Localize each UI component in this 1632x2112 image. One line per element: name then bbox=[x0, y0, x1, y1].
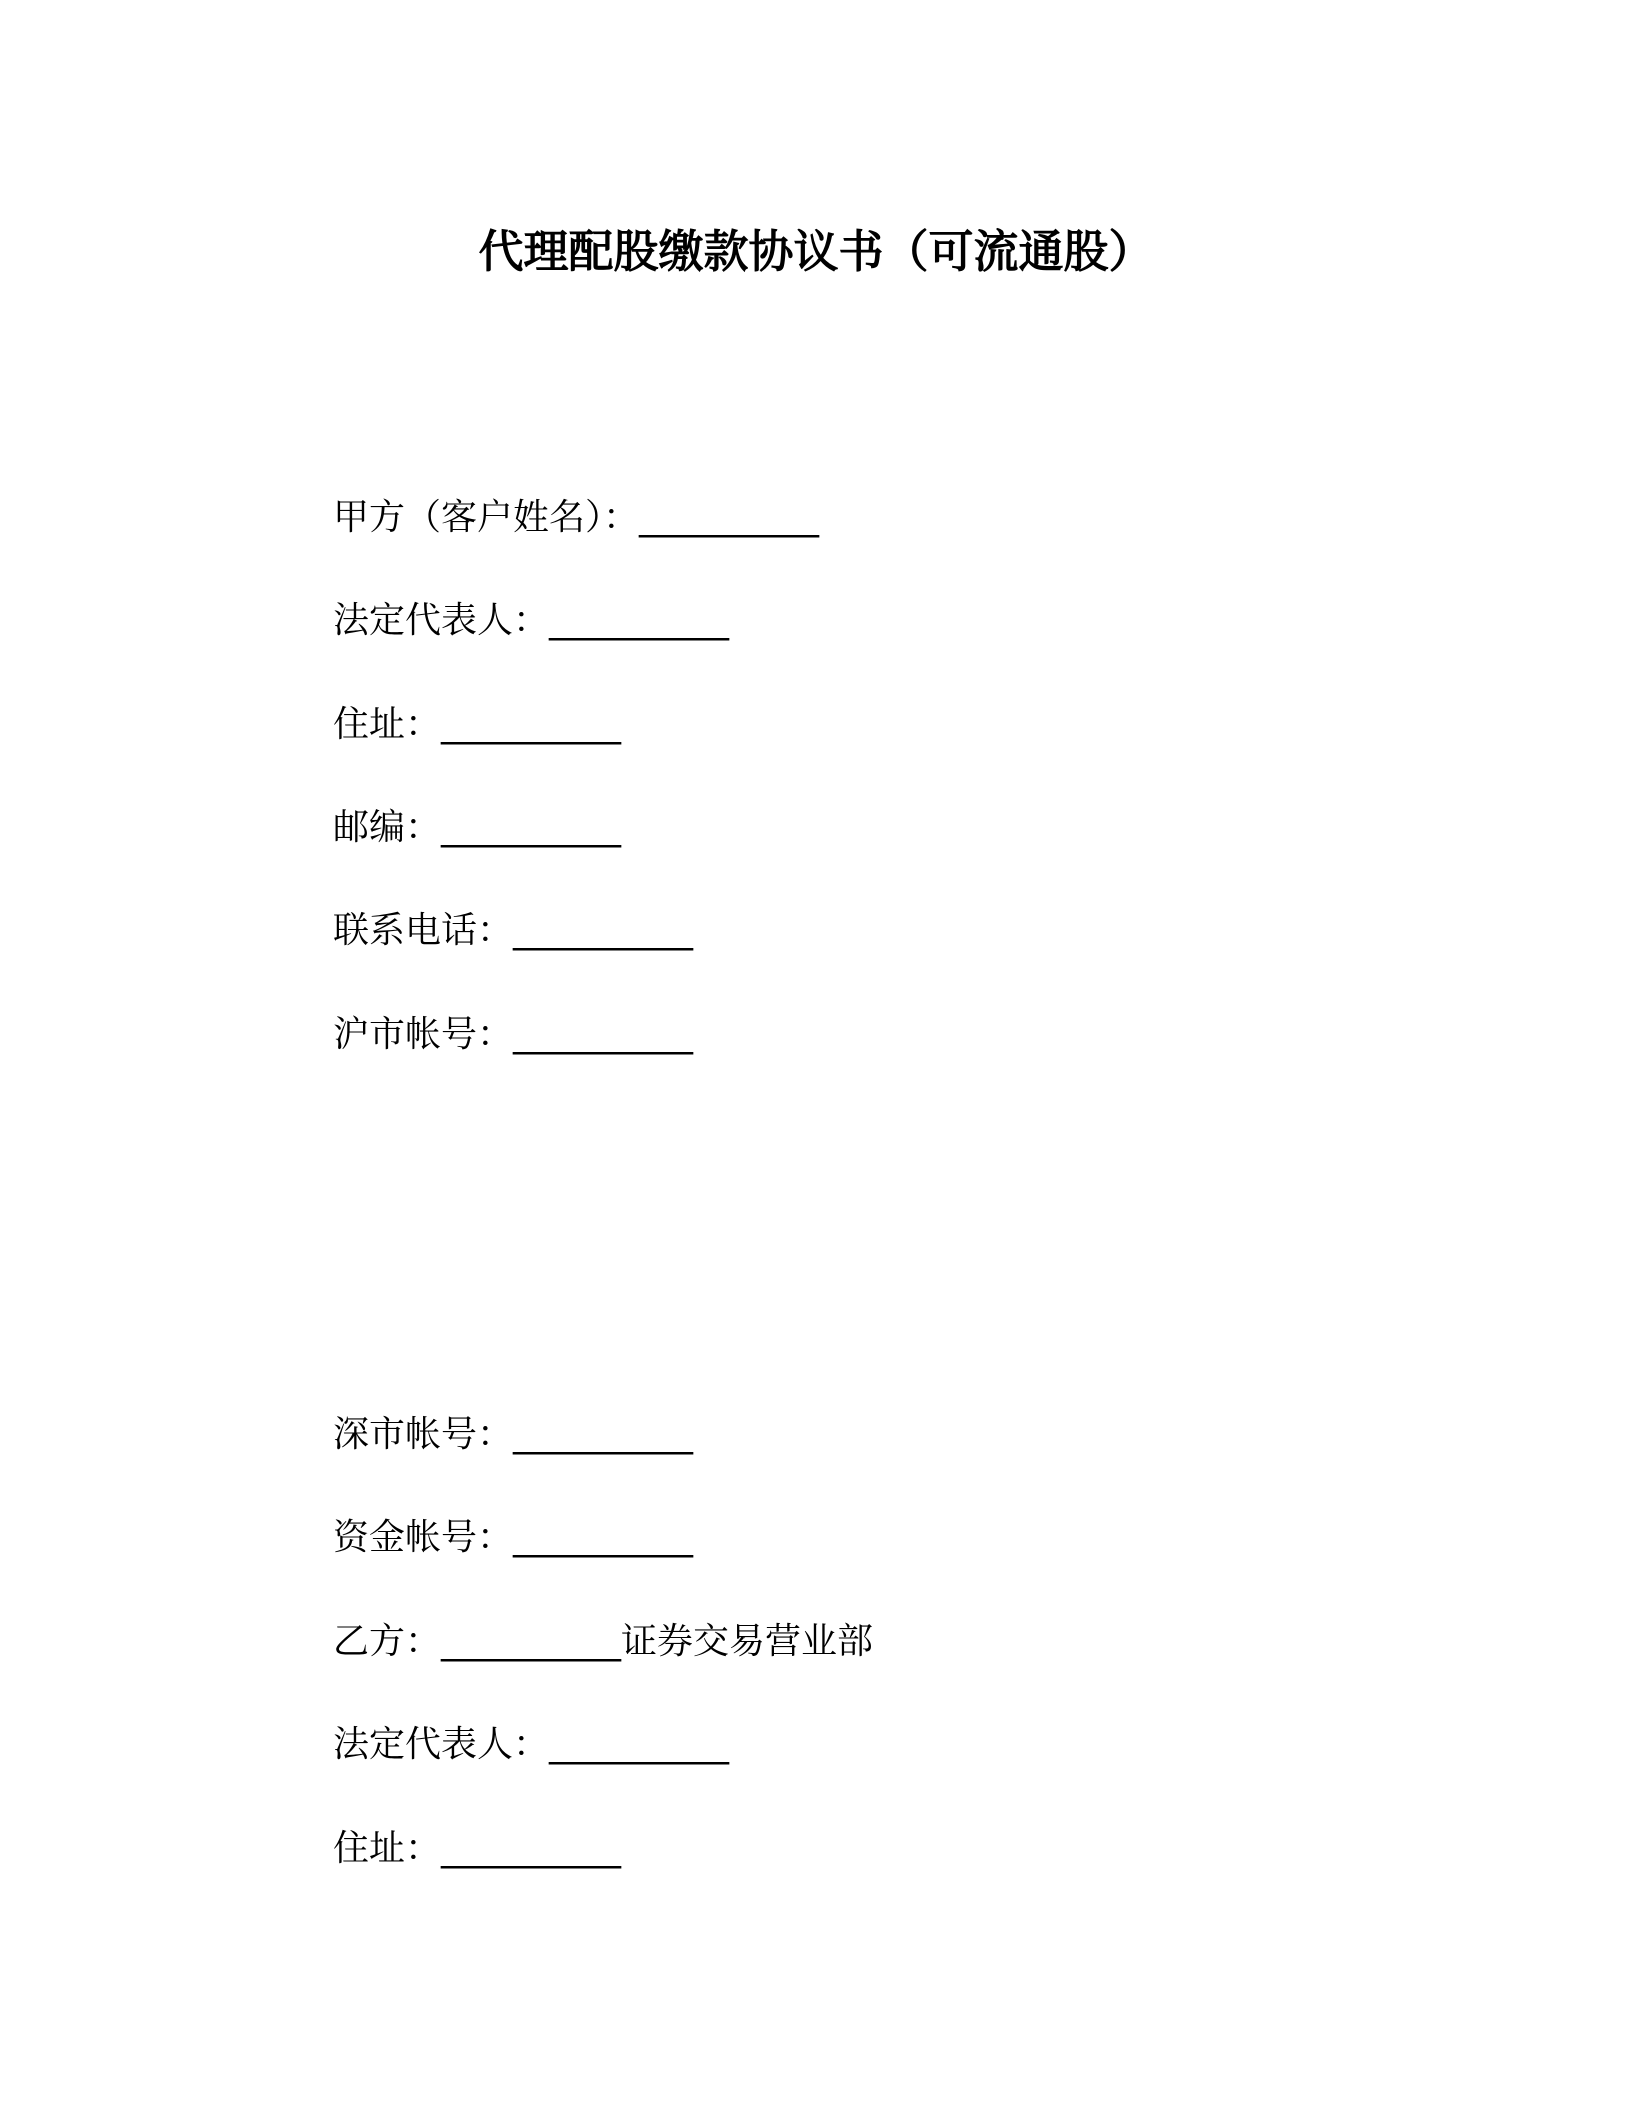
field-label: 住址： bbox=[333, 1828, 442, 1869]
field-blank: __________ bbox=[441, 807, 622, 848]
party-a-name-line bbox=[333, 493, 819, 543]
field-blank: __________ bbox=[441, 1621, 622, 1662]
field-blank: __________ bbox=[513, 1014, 694, 1055]
party-a-sz-account-line bbox=[333, 1410, 693, 1460]
party-a-legal-rep-line bbox=[333, 596, 729, 646]
field-blank: __________ bbox=[549, 1724, 730, 1765]
party-b-name-line bbox=[333, 1617, 873, 1667]
field-label: 甲方（客户姓名）： bbox=[333, 497, 640, 538]
field-label: 深市帐号： bbox=[333, 1414, 514, 1455]
field-label: 法定代表人： bbox=[333, 1724, 550, 1765]
party-b-address-line bbox=[333, 1824, 621, 1874]
party-a-fund-account-line bbox=[333, 1513, 693, 1563]
field-blank: __________ bbox=[549, 600, 730, 641]
document-title: 代理配股缴款协议书（可流通股） bbox=[478, 225, 1154, 278]
field-suffix: 证券交易营业部 bbox=[621, 1621, 874, 1662]
field-label: 法定代表人： bbox=[333, 600, 550, 641]
field-label: 沪市帐号： bbox=[333, 1014, 514, 1055]
field-blank: __________ bbox=[441, 1828, 622, 1869]
party-a-phone-line bbox=[333, 906, 693, 956]
field-blank: __________ bbox=[513, 1517, 694, 1558]
party-a-postcode-line bbox=[333, 803, 621, 853]
field-blank: __________ bbox=[513, 910, 694, 951]
field-blank: __________ bbox=[639, 497, 820, 538]
field-blank: __________ bbox=[441, 704, 622, 745]
field-label: 资金帐号： bbox=[333, 1517, 514, 1558]
field-label: 住址： bbox=[333, 704, 442, 745]
field-blank: __________ bbox=[513, 1414, 694, 1455]
party-a-address-line bbox=[333, 700, 621, 750]
field-label: 邮编： bbox=[333, 807, 442, 848]
party-b-legal-rep-line bbox=[333, 1720, 729, 1770]
party-a-sh-account-line bbox=[333, 1010, 693, 1060]
field-label: 乙方： bbox=[333, 1621, 442, 1662]
field-label: 联系电话： bbox=[333, 910, 514, 951]
